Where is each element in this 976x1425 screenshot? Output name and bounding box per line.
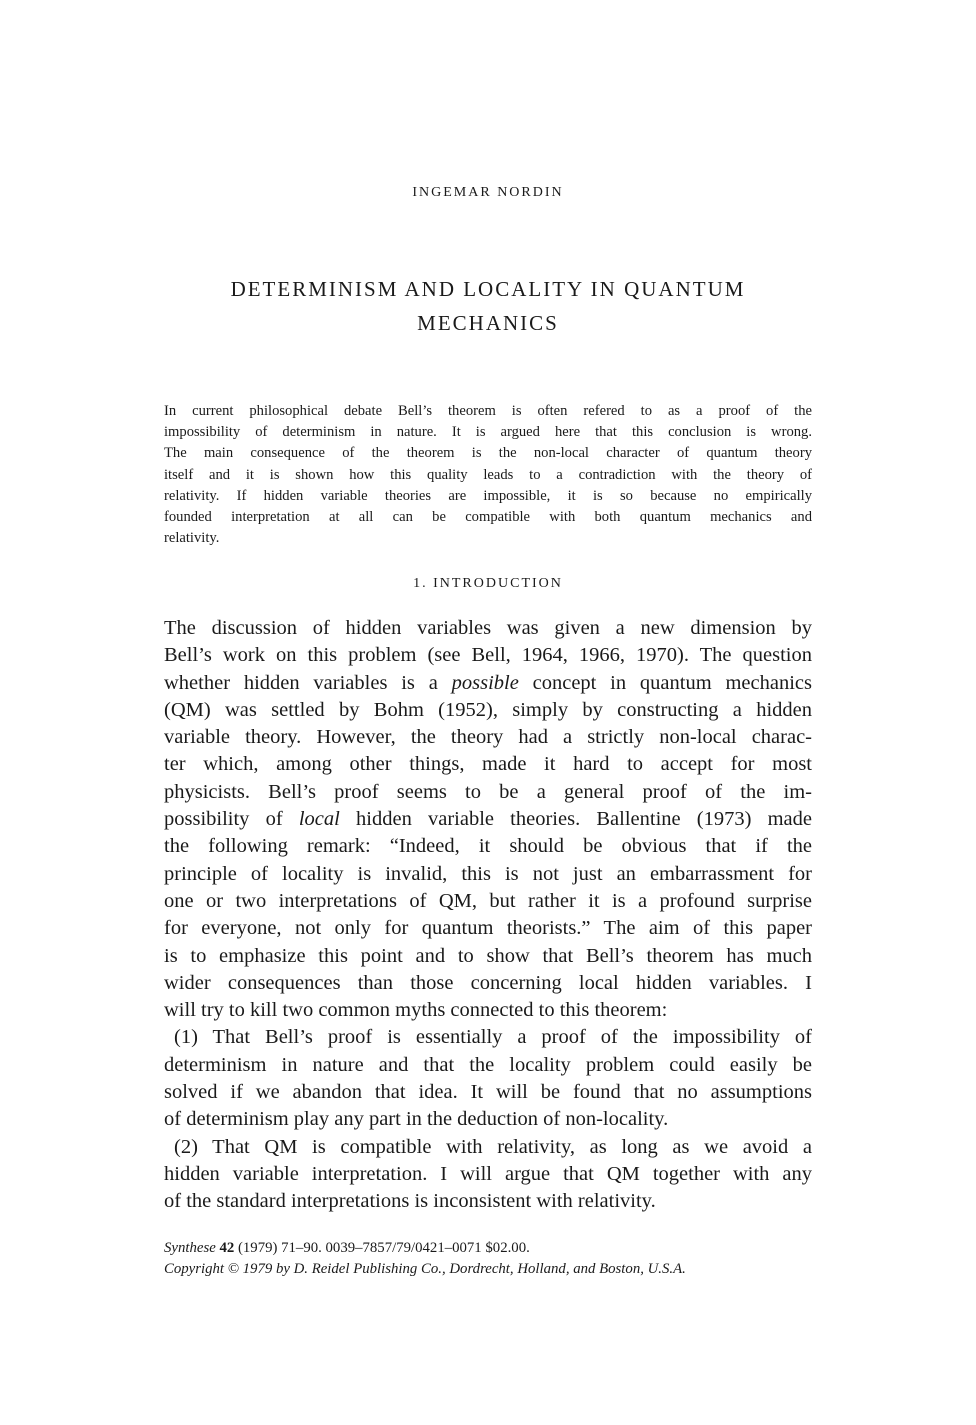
body-line-part: whether hidden variables is a [164, 671, 452, 694]
abstract-line: itself and it is shown how this quality leads to a contradiction with the theory of [164, 466, 812, 483]
body-line-part: concept in quantum mechanics [518, 671, 812, 694]
abstract-line: relativity. [164, 530, 220, 547]
journal-volume: 42 [219, 1240, 235, 1256]
body-line: ter which, among other things, made it hard to accept for most [164, 753, 812, 776]
emphasis-local: local [298, 808, 340, 831]
title-line: MECHANICS [417, 311, 559, 335]
body-line: wider consequences than those concerning local hidden variables. I [164, 971, 812, 994]
abstract-line: impossibility of determinism in nature. It is argued here that this conclusion is wrong. [164, 424, 812, 441]
section-heading: 1. INTRODUCTION [413, 576, 563, 591]
body-line: of determinism play any part in the deduction of non-locality. [164, 1108, 669, 1131]
abstract-line: founded interpretation at all can be compatible with both quantum mechanics and [164, 509, 812, 526]
paper-title [150, 272, 826, 340]
abstract [164, 401, 812, 549]
body-line [164, 806, 812, 833]
body-line: will try to kill two common myths connected to this theorem: [164, 999, 668, 1022]
body-line [164, 670, 812, 697]
citation-details: (1979) 71–90. 0039–7857/79/0421–0071 $02.00. [234, 1240, 530, 1256]
body-line: variable theory. However, the theory had a strictly non-local charac- [164, 726, 812, 749]
body-line-part: possibility of [164, 808, 299, 831]
body-line: physicists. Bell’s proof seems to be a general proof of the im- [164, 780, 812, 803]
body-line: of the standard interpretations is inconsistent with relativity. [164, 1190, 656, 1213]
body-line: determinism in nature and that the locality problem could easily be [164, 1053, 812, 1076]
body-line: solved if we abandon that idea. It will be found that no assumptions [164, 1081, 812, 1104]
body-line: for everyone, not only for quantum theorists.” The aim of this paper [164, 917, 812, 940]
body-line: hidden variable interpretation. I will argue that QM together with any [164, 1162, 812, 1185]
body-line: (2) That QM is compatible with relativity, as long as we avoid a [174, 1135, 812, 1158]
citation-line [164, 1238, 824, 1259]
body-line: (QM) was settled by Bohm (1952), simply by constructing a hidden [164, 698, 812, 721]
title-line: DETERMINISM AND LOCALITY IN QUANTUM [230, 277, 746, 301]
body-line-part: hidden variable theories. Ballentine (1973) made [339, 808, 812, 831]
body-line: the following remark: “Indeed, it should be obvious that if the [164, 835, 812, 858]
body-line: is to emphasize this point and to show that Bell’s theorem has much [164, 944, 812, 967]
emphasis-possible: possible [451, 671, 519, 694]
journal-name: Synthese [164, 1240, 216, 1256]
abstract-line: relativity. If hidden variable theories are impossible, it is so because no empirically [164, 487, 812, 504]
body-line: principle of locality is invalid, this is not just an embarrassment for [164, 862, 812, 885]
abstract-line: The main consequence of the theorem is the non-local character of quantum theory [164, 445, 812, 462]
author-name: INGEMAR NORDIN [412, 185, 564, 200]
body-line: (1) That Bell’s proof is essentially a proof of the impossibility of [174, 1026, 812, 1049]
body-line: one or two interpretations of QM, but rather it is a profound surprise [164, 889, 812, 912]
body-line: The discussion of hidden variables was given a new dimension by [164, 617, 812, 639]
body-line: Bell’s work on this problem (see Bell, 1964, 1966, 1970). The question [164, 644, 812, 667]
publication-footer [164, 1238, 824, 1280]
body-text [164, 615, 812, 1216]
abstract-line: In current philosophical debate Bell’s theorem is often refered to as a proof of the [164, 403, 812, 419]
copyright-line: Copyright © 1979 by D. Reidel Publishing Co., Dordrecht, Holland, and Boston, U.S.A. [164, 1261, 686, 1277]
